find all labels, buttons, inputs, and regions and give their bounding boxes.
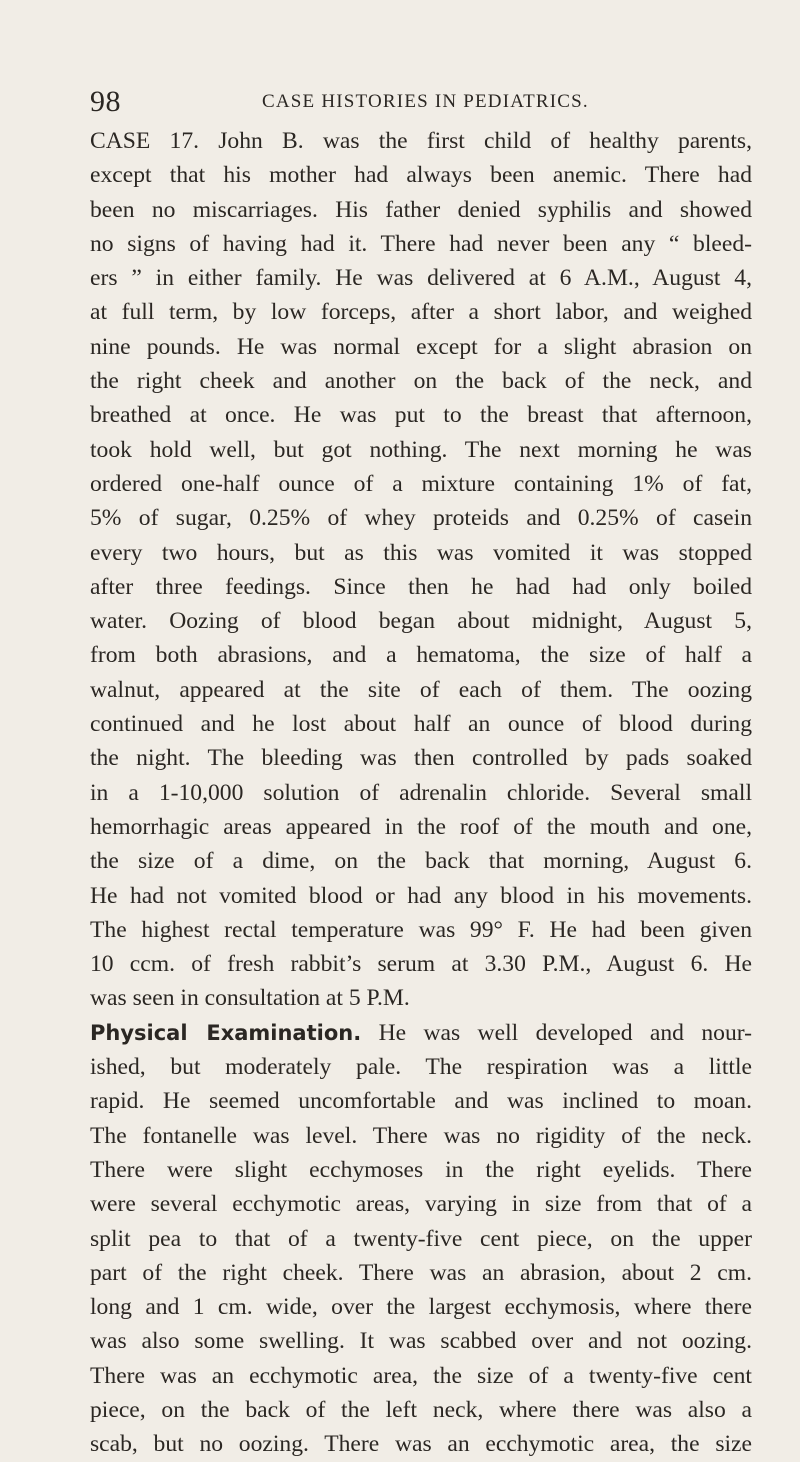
text-line: except that his mother had always been anemic. There had [90, 162, 752, 189]
text-line: There were slight ecchymoses in the right eyelids. There [90, 1156, 752, 1183]
text-line: ordered one-half ounce of a mixture containing 1% of fat, [90, 470, 752, 497]
text-line: at full term, by low forceps, after a short labor, and weighed [90, 299, 752, 326]
text-line: in a 1-10,000 solution of adrenalin chloride. Several small [90, 779, 752, 806]
text-line: been no miscarriages. His father denied syphilis and showed [90, 196, 752, 223]
text-line: 5% of sugar, 0.25% of whey proteids and 0.25% of casein [90, 505, 752, 532]
text-line: after three feedings. Since then he had had only boiled [90, 573, 752, 600]
text-line: was also some swelling. It was scabbed over and not oozing. [90, 1328, 752, 1355]
text-line: piece, on the back of the left neck, where there was also a [90, 1396, 752, 1423]
text-line: nine pounds. He was normal except for a slight abrasion on [90, 333, 752, 360]
text-line: the night. The bleeding was then controlled by pads soaked [90, 745, 752, 772]
text-line: He had not vomited blood or had any blood in his movements. [90, 882, 752, 909]
text-line: the right cheek and another on the back of the neck, and [90, 368, 752, 395]
text-line: The highest rectal temperature was 99° F. He had been given [90, 916, 752, 943]
text-line: every two hours, but as this was vomited it was stopped [90, 539, 752, 566]
text-line: was seen in consultation at 5 P.M. [90, 985, 410, 1012]
text-line: ers ” in either family. He was delivered at 6 A.M., August 4, [90, 265, 752, 292]
exam-heading-rest: He was well developed and nour- [361, 1019, 752, 1046]
text-line: no signs of having had it. There had never been any “ bleed- [90, 230, 752, 257]
text-line: were several ecchymotic areas, varying in size from that of a [90, 1191, 752, 1218]
text-line: The fontanelle was level. There was no rigidity of the neck. [90, 1122, 752, 1149]
text-line: rapid. He seemed uncomfortable and was inclined to moan. [90, 1088, 752, 1115]
page-header [56, 82, 756, 122]
text-line: the size of a dime, on the back that morning, August 6. [90, 848, 752, 875]
text-line: scab, but no oozing. There was an ecchymotic area, the size [90, 1431, 752, 1458]
text-line: There was an ecchymotic area, the size of a twenty-five cent [90, 1362, 752, 1389]
running-head: CASE HISTORIES IN PEDIATRICS. [262, 91, 589, 112]
text-line: split pea to that of a twenty-five cent piece, on the upper [90, 1225, 752, 1252]
text-line: CASE 17. John B. was the first child of healthy parents, [90, 128, 752, 154]
text-line: breathed at once. He was put to the breast that afternoon, [90, 402, 752, 429]
exam-heading: Physical Examination. [90, 1020, 362, 1045]
exam-heading-line [90, 1016, 752, 1050]
text-line: walnut, appeared at the site of each of them. The oozing [90, 676, 752, 703]
text-line: part of the right cheek. There was an abrasion, about 2 cm. [90, 1259, 752, 1286]
text-line: 10 ccm. of fresh rabbit’s serum at 3.30 P.M., August 6. He [90, 951, 752, 978]
page-number: 98 [90, 85, 121, 118]
case-text [90, 124, 752, 1462]
text-line: continued and he lost about half an ounce of blood during [90, 711, 752, 738]
text-line: long and 1 cm. wide, over the largest ecchymosis, where there [90, 1294, 752, 1321]
text-line: took hold well, but got nothing. The next morning he was [90, 436, 752, 463]
text-line: hemorrhagic areas appeared in the roof of the mouth and one, [90, 813, 752, 840]
text-line: ished, but moderately pale. The respiration was a little [90, 1054, 752, 1081]
text-line: from both abrasions, and a hematoma, the size of half a [90, 642, 752, 669]
text-line: water. Oozing of blood began about midnight, August 5, [90, 608, 752, 635]
